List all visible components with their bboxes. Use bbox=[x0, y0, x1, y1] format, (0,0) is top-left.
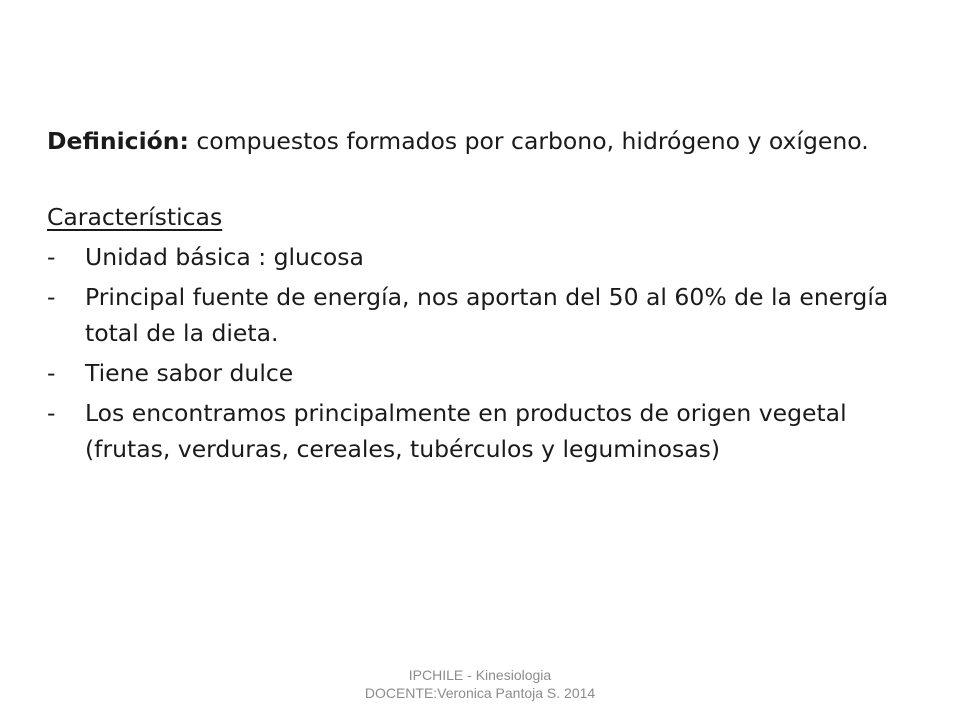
footer-line-institution: IPCHILE - Kinesiologia bbox=[408, 667, 552, 683]
slide-footer bbox=[0, 666, 960, 702]
list-item bbox=[47, 279, 927, 351]
list-item bbox=[47, 355, 927, 391]
footer-line-teacher: DOCENTE:Veronica Pantoja S. 2014 bbox=[364, 685, 596, 701]
dash-bullet: - bbox=[47, 359, 56, 387]
dash-bullet: - bbox=[47, 399, 56, 427]
characteristics-list bbox=[47, 239, 927, 467]
slide-body bbox=[47, 123, 927, 471]
list-item bbox=[47, 395, 927, 467]
list-item-text: Principal fuente de energía, nos aportan del 50 al 60% de la energía total de la dieta. bbox=[85, 283, 889, 347]
dash-bullet: - bbox=[47, 283, 56, 311]
list-item-text: Tiene sabor dulce bbox=[85, 359, 294, 387]
list-item-text: Unidad básica : glucosa bbox=[85, 243, 364, 271]
list-item-text: Los encontramos principalmente en productos de origen vegetal (frutas, verduras, cereales, tubérculos y leguminosas) bbox=[85, 399, 847, 463]
characteristics-heading: Características bbox=[47, 203, 223, 231]
dash-bullet: - bbox=[47, 243, 56, 271]
definition-text: compuestos formados por carbono, hidrógeno y oxígeno. bbox=[188, 127, 869, 155]
list-item bbox=[47, 239, 927, 275]
spacer bbox=[47, 159, 927, 199]
definition-paragraph bbox=[47, 123, 927, 159]
definition-term: Definición: bbox=[47, 127, 189, 155]
